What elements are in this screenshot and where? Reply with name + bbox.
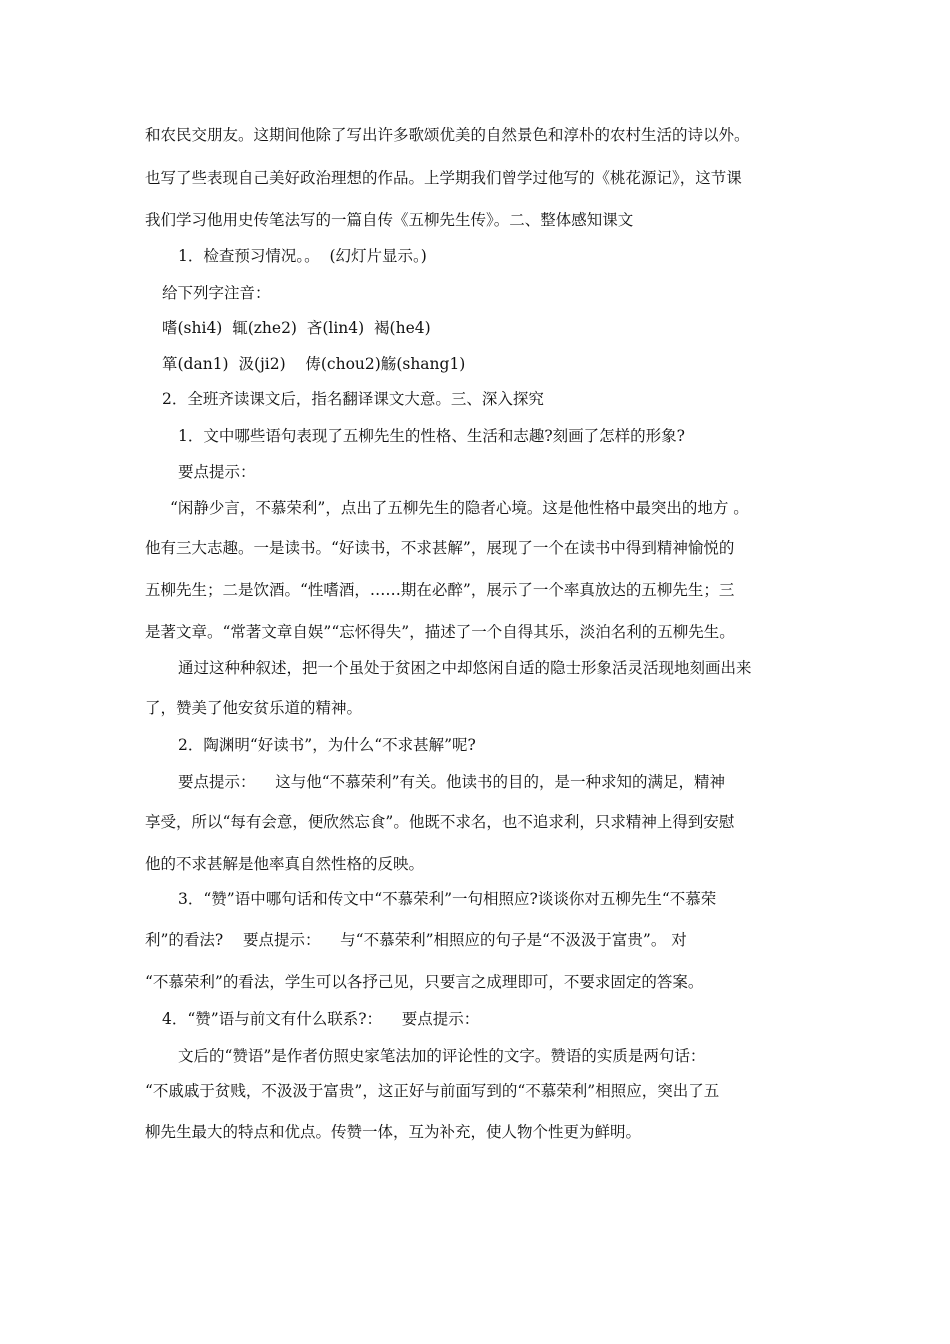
paragraph-line: 和农民交朋友。这期间他除了写出许多歌颂优美的自然景色和淳朴的农村生活的诗以外。 (145, 126, 750, 144)
paragraph-line: 享受，所以“每有会意，便欣然忘食”。他既不求名，也不追求利，只求精神上得到安慰 (145, 813, 735, 831)
paragraph-line: 我们学习他用史传笔法写的一篇自传《五柳先生传》。二、整体感知课文 (145, 211, 634, 229)
paragraph-line: 也写了些表现自己美好政治理想的作品。上学期我们曾学过他写的《桃花源记》，这节课 (145, 169, 742, 187)
question-line: 1．文中哪些语句表现了五柳先生的性格、生活和志趣?刻画了怎样的形象? (178, 427, 685, 445)
paragraph-line: 了，赞美了他安贫乐道的精神。 (145, 699, 363, 717)
paragraph-line: 五柳先生；二是饮酒。“性嗜酒，……期在必醉”，展示了一个率真放达的五柳先生；三 (145, 581, 735, 599)
question-line: 3．“赞”语中哪句话和传文中“不慕荣利”一句相照应?谈谈你对五柳先生“不慕荣 (178, 890, 717, 908)
paragraph-line: 利”的看法? 要点提示： 与“不慕荣利”相照应的句子是“不汲汲于富贵”。 对 (145, 931, 687, 949)
paragraph-line: 通过这种种叙述，把一个虽处于贫困之中却悠闲自适的隐士形象活灵活现地刻画出来 (178, 659, 752, 677)
paragraph-line: 他有三大志趣。一是读书。“好读书，不求甚解”，展现了一个在读书中得到精神愉悦的 (145, 539, 735, 557)
question-line: 2．陶渊明“好读书”，为什么“不求甚解”呢? (178, 736, 476, 754)
paragraph-line: “闲静少言，不慕荣利”，点出了五柳先生的隐者心境。这是他性格中最突出的地方 。 (170, 499, 749, 517)
paragraph-line: 文后的“赞语”是作者仿照史家笔法加的评论性的文字。赞语的实质是两句话： (178, 1047, 706, 1065)
paragraph-line: “不慕荣利”的看法，学生可以各抒己见，只要言之成理即可，不要求固定的答案。 (145, 973, 704, 991)
paragraph-line: 柳先生最大的特点和优点。传赞一体，互为补充，使人物个性更为鲜明。 (145, 1123, 642, 1141)
pinyin-line: 嗜(shi4) 辄(zhe2) 吝(lin4) 褐(he4) (162, 319, 431, 337)
numbered-item: 1．检查预习情况。。 (幻灯片显示。) (178, 247, 427, 265)
question-line: 4．“赞”语与前文有什么联系?： 要点提示： (162, 1010, 480, 1028)
paragraph-line: “不戚戚于贫贱，不汲汲于富贵”，这正好与前面写到的“不慕荣利”相照应，突出了五 (145, 1082, 720, 1100)
paragraph-line: 要点提示： 这与他“不慕荣利”有关。他读书的目的，是一种求知的满足，精神 (178, 773, 726, 791)
paragraph-line: 他的不求甚解是他率真自然性格的反映。 (145, 855, 425, 873)
paragraph-line: 是著文章。“常著文章自娱”“忘怀得失”，描述了一个自得其乐，淡泊名利的五柳先生。 (145, 623, 735, 641)
hint-label: 要点提示： (178, 463, 256, 481)
numbered-item: 2．全班齐读课文后，指名翻译课文大意。三、深入探究 (162, 390, 544, 408)
paragraph-line: 给下列字注音： (162, 284, 271, 302)
pinyin-line: 箪(dan1) 汲(ji2) 俦(chou2)觞(shang1) (162, 355, 466, 373)
